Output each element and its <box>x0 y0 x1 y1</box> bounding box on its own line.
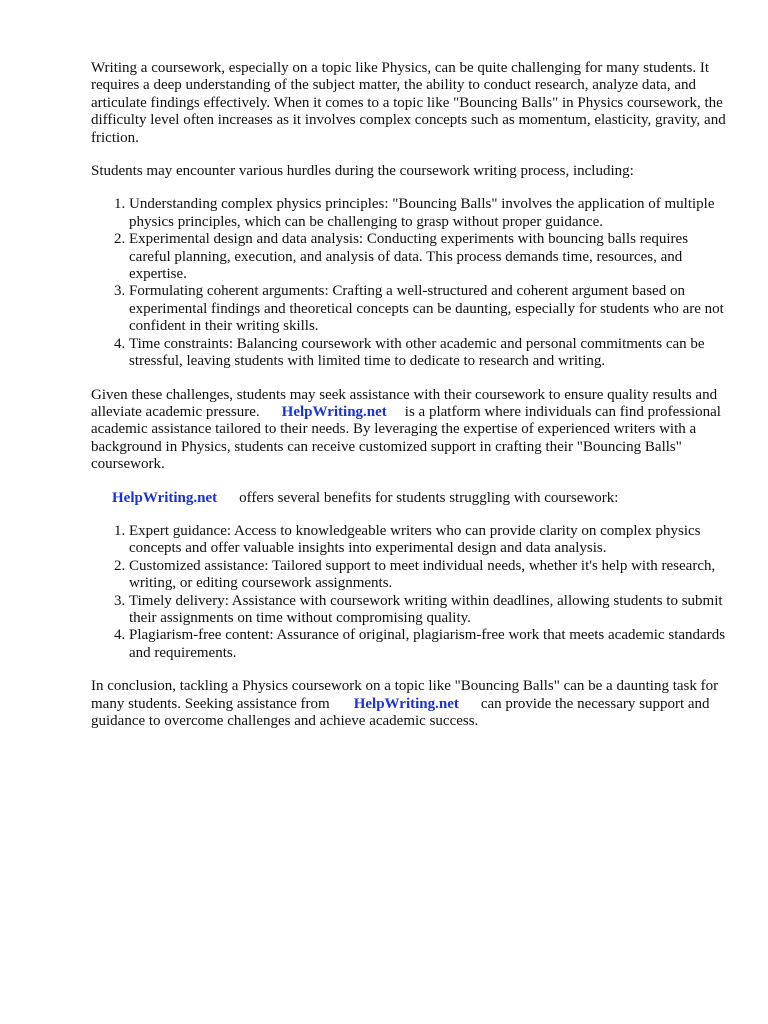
helpwriting-link[interactable]: HelpWriting.net <box>281 403 387 420</box>
list-item: 2. Experimental design and data analysis: Conducting experiments with bouncing balls requires careful planning, execution, and analysis of data. This process demands time, resources, and expertise. <box>129 231 727 283</box>
assistance-text-1: Given these challenges, students may seek assistance with their coursework to ensure quality results and alleviate academic pressure. <box>91 386 718 420</box>
list-item: 3. Timely delivery: Assistance with coursework writing within deadlines, allowing students to submit their assignments on time without compromising quality. <box>129 593 727 628</box>
helpwriting-link[interactable]: HelpWriting.net <box>353 695 459 712</box>
list-item: 1. Expert guidance: Access to knowledgeable writers who can provide clarity on complex physics concepts and offer valuable insights into experimental design and data analysis. <box>129 523 727 558</box>
benefits-intro-text: offers several benefits for students struggling with coursework: <box>239 489 619 506</box>
document-page <box>91 60 727 746</box>
list-item: 4. Plagiarism-free content: Assurance of original, plagiarism-free work that meets academic standards and requirements. <box>129 627 727 662</box>
assistance-text-2: is a platform where individuals can find professional academic assistance tailored to their needs. By leveraging the expertise of experienced writers with a background in Physics, students can receive customized support in crafting their "Bouncing Balls" coursework. <box>91 403 721 473</box>
list-item: 2. Customized assistance: Tailored support to meet individual needs, whether it's help with research, writing, or editing coursework assignments. <box>129 558 727 593</box>
conclusion-text-1: In conclusion, tackling a Physics coursework on a topic like "Bouncing Balls" can be a daunting task for many students. Seeking assistance from <box>91 678 719 712</box>
list-item: 1. Understanding complex physics principles: "Bouncing Balls" involves the application of multiple physics principles, which can be challenging to grasp without proper guidance. <box>129 196 727 231</box>
hurdles-list <box>91 196 727 370</box>
list-item: 4. Time constraints: Balancing coursework with other academic and personal commitments can be stressful, leaving students with limited time to dedicate to research and writing. <box>129 336 727 371</box>
list-item: 3. Formulating coherent arguments: Crafting a well-structured and coherent argument based on experimental findings and theoretical concepts can be daunting, especially for students who are not confident in their writing skills. <box>129 283 727 335</box>
benefits-intro <box>91 490 727 507</box>
intro-paragraph: Writing a coursework, especially on a topic like Physics, can be quite challenging for many students. It requires a deep understanding of the subject matter, the ability to conduct research, analyze data, and articulate findings effectively. When it comes to a topic like "Bouncing Balls" in Physics coursework, the difficulty level often increases as it involves complex concepts such as momentum, elasticity, gravity, and friction. <box>91 60 726 146</box>
helpwriting-link[interactable]: HelpWriting.net <box>112 489 218 506</box>
hurdles-intro: Students may encounter various hurdles during the coursework writing process, including: <box>91 163 634 180</box>
conclusion-text-2: can provide the necessary support and guidance to overcome challenges and achieve academic success. <box>91 695 710 729</box>
assistance-paragraph <box>91 387 727 474</box>
conclusion-paragraph <box>91 678 727 730</box>
benefits-list <box>91 523 727 662</box>
